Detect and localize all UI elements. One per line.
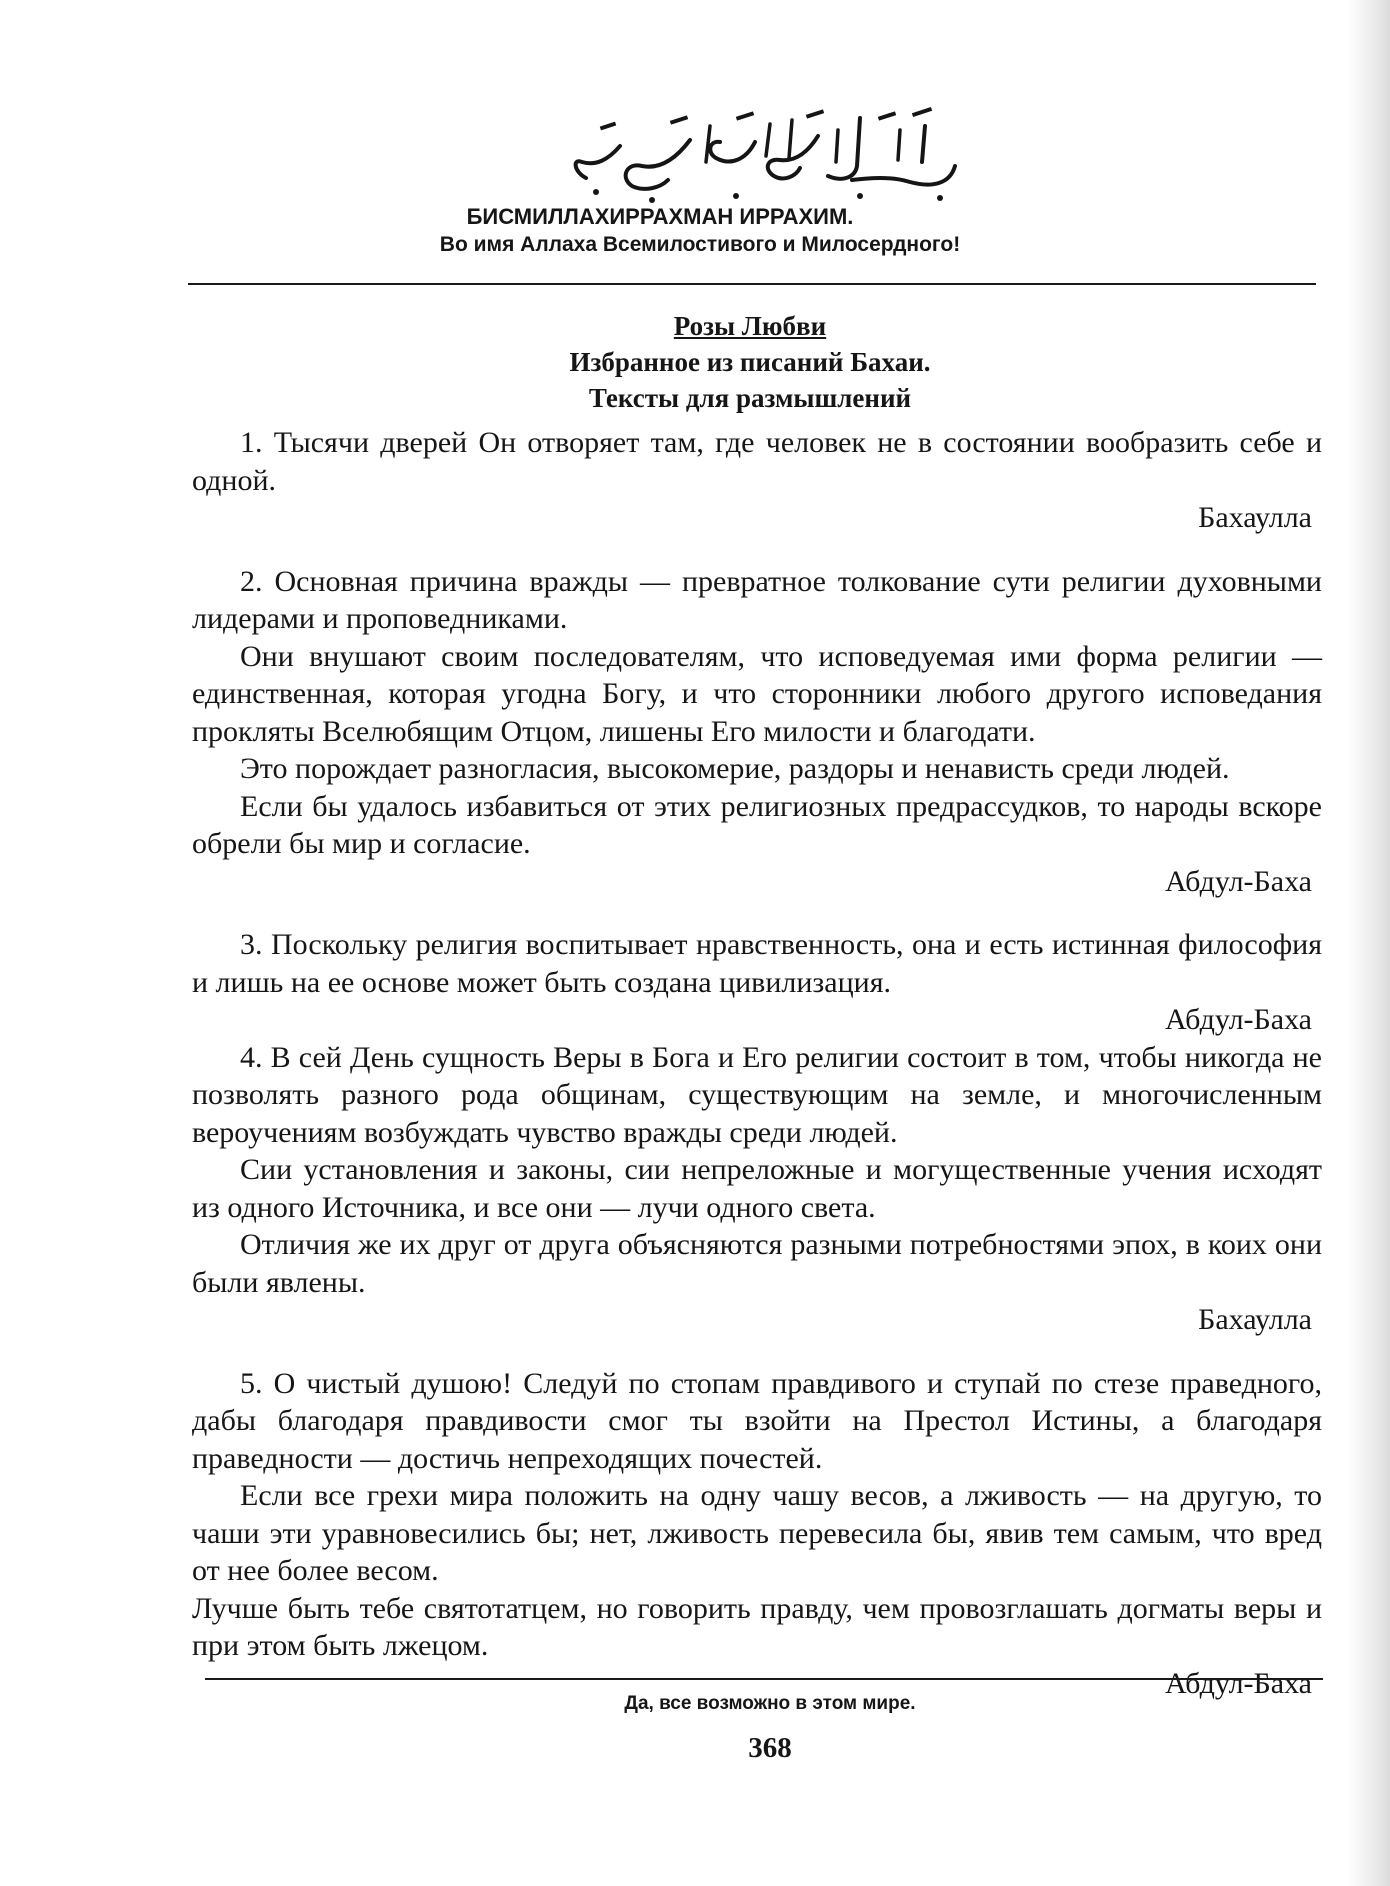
section-title: Розы Любви bbox=[673, 311, 827, 341]
quote-author: Абдул-Баха bbox=[1164, 864, 1312, 898]
quote-paragraph: 2. Основная причина вражды — превратное толкование сути религии духовными лидерами и проповедниками. bbox=[192, 564, 1322, 635]
quote-paragraph: 1. Тысячи дверей Он отворяет там, где человек не в состоянии вообразить себе и одной. bbox=[192, 426, 1322, 497]
footer-quote: Да, все возможно в этом мире. bbox=[624, 1693, 916, 1714]
quote-paragraph: Отличия же их друг от друга объясняются разными потребностями эпох, в коих они были явлены. bbox=[192, 1228, 1322, 1299]
quotes-body bbox=[192, 424, 1322, 1702]
section-subtitle-2: Тексты для размышлений bbox=[588, 383, 912, 413]
quote-author: Абдул-Баха bbox=[1164, 1003, 1312, 1036]
bismillah-calligraphy bbox=[560, 96, 980, 206]
quote-paragraph: Лучше быть тебе святотатцем, но говорить правду, чем провозглашать догматы веры и при этом быть лжецом. bbox=[192, 1591, 1322, 1662]
quote-paragraph: Если все грехи мира положить на одну чашу весов, а лживость — на другую, то чаши эти уравновесились бы; нет, лживость перевесила бы, явив тем самым, что вред от нее более весом. bbox=[192, 1479, 1322, 1587]
bismillah-translation: Во имя Аллаха Всемилостивого и Милосердного! bbox=[439, 233, 961, 256]
header-divider bbox=[188, 283, 1316, 285]
bismillah-transliteration: БИСМИЛЛАХИРРАХМАН ИРРАХИМ. bbox=[466, 204, 854, 229]
quote-paragraph: Они внушают своим последователям, что исповедуемая ими форма религии — единственная, которая угодна Богу, и что сторонники любого другого исповедания прокляты Вселюбящим Отцом, лишены Его милости и благодати. bbox=[192, 639, 1322, 748]
quote-paragraph: 4. В сей День сущность Веры в Бога и Его религии состоит в том, чтобы никогда не позволять разного рода общинам, существующим на земле, и многочисленным вероучениям возбуждать чувство вражды среди людей. bbox=[192, 1040, 1322, 1149]
quote-paragraph: Это порождает разногласия, высокомерие, раздоры и ненависть среди людей. bbox=[240, 752, 1230, 785]
quote-paragraph: 5. О чистый душою! Следуй по стопам правдивого и ступай по стезе праведного, дабы благодаря правдивости смог ты взойти на Престол Истины, а благодаря праведности — достичь непреходящих почестей. bbox=[192, 1366, 1322, 1475]
quote-paragraph: Сии установления и законы, сии непреложные и могущественные учения исходят из одного Источника, и все они — лучи одного света. bbox=[192, 1153, 1322, 1224]
page-number: 368 bbox=[748, 1732, 792, 1764]
section-subtitle: Избранное из писаний Бахаи. bbox=[569, 347, 931, 377]
footer-divider bbox=[205, 1678, 1323, 1680]
quote-author: Абдул-Баха bbox=[1164, 1666, 1312, 1700]
quote-author: Бахаулла bbox=[1198, 501, 1312, 534]
quote-paragraph: Если бы удалось избавиться от этих религиозных предрассудков, то народы вскоре обрели бы мир и согласие. bbox=[192, 789, 1322, 860]
quote-paragraph: 3. Поскольку религия воспитывает нравственность, она и есть истинная философия и лишь на ее основе может быть создана цивилизация. bbox=[192, 928, 1322, 999]
quote-author: Бахаулла bbox=[1198, 1303, 1312, 1336]
